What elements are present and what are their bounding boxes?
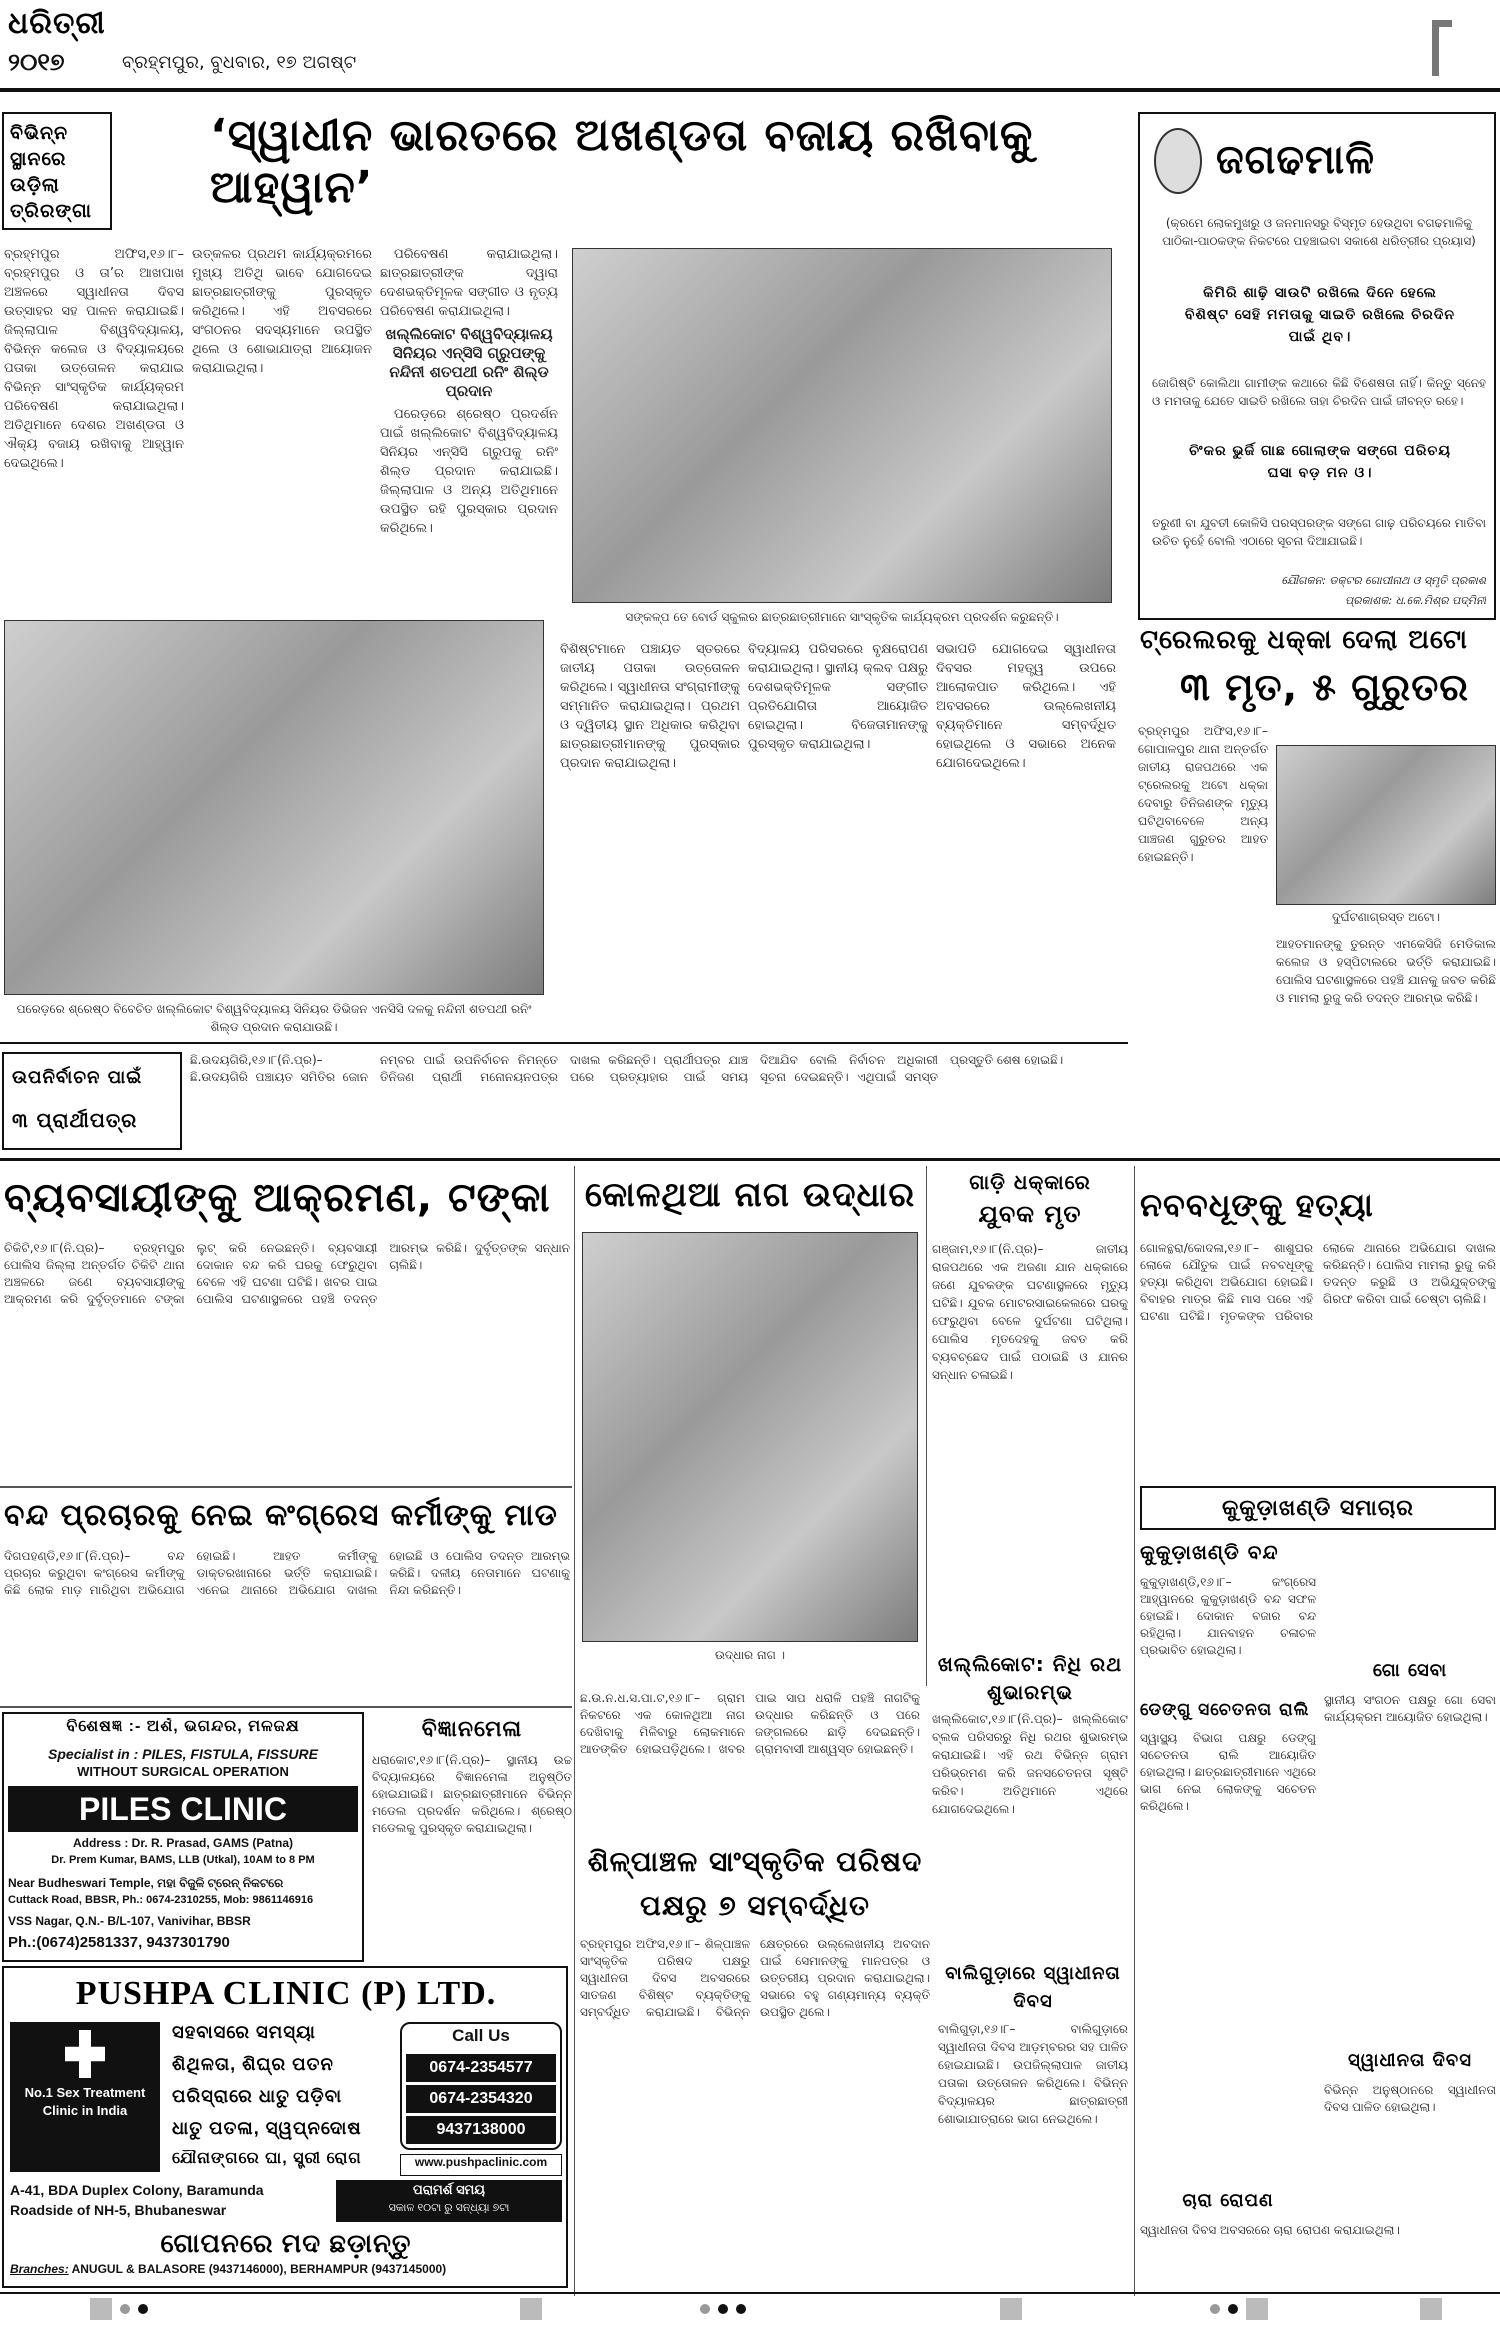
piles-name-band [8,1786,358,1832]
jagamali-explain-2: ତରୁଣୀ ବା ଯୁବତୀ କୋଳିସି ପରସ୍ପରଙ୍କ ସଙ୍ଗେ ଗାଢ଼ ପରିଚୟରେ ମାତିବା ଉଚିତ ନୁହେଁ ବୋଲି ଏଠାରେ ସୂଚନା ଦିଆଯାଇଛି। [1152,516,1486,548]
snake-photo [582,1232,918,1642]
piles-doctor-1: Address : Dr. R. Prasad, GAMS (Patna) [72,1836,294,1850]
reg-mark-2 [520,2296,542,2322]
masthead-dateline: ବ୍ରହ୍ମପୁର, ବୁଧବାର, ୧୭ ଅଗଷ୍ଟ [122,52,357,73]
youth-kicker: ଗାଡ଼ି ଧକ୍କାରେ [969,1170,1091,1194]
business-headline: ବ୍ୟବସାୟୀଙ୍କୁ ଆକ୍ରମଣ, ଟଙ୍କା [4,1175,551,1221]
piles-clinic-ad [2,1712,364,1962]
lead-col-6: ସଭାପତି ଯୋଗଦେଇ ସ୍ୱାଧୀନତା ଦିବସର ମହତ୍ତ୍ୱ ଉପରେ ଆଲୋକପାତ କରିଥିଲେ। ଏହି ଅବସରରେ ଉଲ୍ଲେଖନୀୟ ବ୍ୟକ୍ତିମାନେ ସମ୍ବର୍ଦ୍ଧିତ ହୋଇଥିଲେ ଓ ସଭାରେ ଅନେକ ଯୋଗଦେଇଥିଲେ। [936,642,1116,771]
pushpa-web: www.pushpaclinic.com [400,2154,562,2176]
piles-phone: Ph.:(0674)2581337, 9437301790 [8,1934,230,1951]
pushpa-line-4: ଧାତୁ ପତଳା, ସ୍ୱପ୍ନଦୋଷ [172,2118,362,2138]
kukudakhandi-section-title: କୁକୁଡ଼ାଖଣ୍ଡି ସମାଚାର [1222,1496,1414,1521]
kukudakhandi-b2: ସ୍ୱାସ୍ଥ୍ୟ ବିଭାଗ ପକ୍ଷରୁ ଡେଙ୍ଗୁ ସଚେତନତା ରାଲି ଆୟୋଜିତ ହୋଇଥିଲା। ଛାତ୍ରଛାତ୍ରୀମାନେ ଏଥିରେ ଭାଗ ନେଇ ଲୋକଙ୍କୁ ସଚେତନ କରିଥିଲେ। [1140,1731,1316,1813]
jagamali-title: ଜଗଢମାଳି [1216,137,1375,183]
pushpa-line-1: ସହବାସରେ ସମସ୍ୟା [172,2022,316,2042]
bandh-ad-rule [0,1706,572,1708]
youth-headline: ଯୁବକ ମୃତ [978,1200,1082,1228]
page-bottom-rule [0,2292,1500,2294]
lead-kicker: ବିଭିନ୍ନ ସ୍ଥାନରେ ଉଡ଼ିଲା ତ୍ରିରଙ୍ଗା [10,122,93,222]
piles-addr-1: Near Budheswari Temple, ମହା ବିଜୁଳି ଟ୍ରେନ୍ ନିକଟରେ [8,1876,284,1890]
piles-name: PILES CLINIC [78,1790,287,1827]
murder-headline: ନବବଧୂଙ୍କୁ ହତ୍ୟା [1140,1186,1374,1224]
lead-photo-drill-caption: ସଙ୍କଳ୍ପ ତେ ବୋର୍ଡ ସ୍କୁଲର ଛାତ୍ରଛାତ୍ରୀମାନେ ସାଂସ୍କୃତିକ କାର୍ଯ୍ୟକ୍ରମ ପ୍ରଦର୍ଶନ କରୁଛନ୍ତି। [625,610,1059,624]
byelection-box [2,1052,182,1150]
kukudakhandi-b4: ବିଭିନ୍ନ ଅନୁଷ୍ଠାନରେ ସ୍ୱାଧୀନତା ଦିବସ ପାଳିତ ହୋଇଥିଲା। [1324,2083,1496,2114]
bandh-body: ଦିଗପହଣ୍ଡି,୧୬।୮(ନି.ପ୍ର)– ବନ୍ଦ ପ୍ରଚାର କରୁଥିବା କଂଗ୍ରେସ କର୍ମୀଙ୍କୁ କିଛି ଲୋକ ମାଡ଼ ମାରିଥିବା ଅଭିଯୋଗ ହୋଇଛି। ଆହତ କର୍ମୀଙ୍କୁ ଡାକ୍ତରଖାନାରେ ଭର୍ତ୍ତି କରାଯାଇଛି। ଏନେଇ ଥାନାରେ ଅଭିଯୋଗ ଦାଖଲ ହୋଇଛି ଓ ପୋଲିସ ତଦନ୍ତ ଆରମ୍ଭ କରିଛି। ଦଳୀୟ ନେତାମାନେ ଘଟଣାକୁ ନିନ୍ଦା କରିଛନ୍ତି। [4,1549,570,1597]
face-icon [1154,128,1202,194]
lead-headline: ‘ସ୍ୱାଧୀନ ଭାରତରେ ଅଖଣ୍ଡତା ବଜାୟ ରଖିବାକୁ ଆହ୍ୱାନ’ [210,110,1034,213]
page-corner-mark [1432,20,1452,76]
pushpa-line-2: ଶିଥିଳତା, ଶିଘ୍ର ପତନ [172,2054,334,2074]
pushpa-branches: ANUGUL & BALASORE (9437146000), BERHAMPUR (9437145000) [71,2262,447,2276]
trailer-body-2: ଆହତମାନଙ୍କୁ ତୁରନ୍ତ ଏମକେସିଜି ମେଡିକାଲ କଲେଜ ଓ ହସ୍ପିଟାଲରେ ଭର୍ତ୍ତି କରାଯାଇଛି। ପୋଲିସ ଘଟଣାସ୍ଥଳରେ ପହଞ୍ଚି ଯାନକୁ ଜବତ କରିଛି ଓ ମାମଲା ରୁଜୁ କରି ତଦନ୍ତ ଆରମ୍ଭ କରିଛି। [1276,937,1496,1005]
lead-kicker-box [2,112,112,230]
snake-photo-caption: ଉଦ୍ଧାର ନାଗ । [714,1648,786,1662]
lead-col-2: ଉତ୍କଳର ପ୍ରଥମ କାର୍ଯ୍ୟକ୍ରମରେ ମୁଖ୍ୟ ଅତିଥି ଭାବେ ଯୋଗଦେଇ ଛାତ୍ରଛାତ୍ରୀଙ୍କୁ ପୁରସ୍କୃତ କରିଥିଲେ। ଏହି ଅବସରରେ ସଂଗଠନର ସଦସ୍ୟମାନେ ଉପସ୍ଥିତ ଥିଲେ ଓ ଶୋଭାଯାତ୍ରା ଆୟୋଜନ କରାଯାଇଥିଲା। [192,247,372,376]
khallikote-headline: ଖଲ୍ଲିକୋଟ: ନିଧି ରଥ ଶୁଭାରମ୍ଭ [937,1652,1123,1704]
lead-col-4: ବିଶିଷ୍ଟମାନେ ପଞ୍ଚାୟତ ସ୍ତରରେ ଜାତୀୟ ପତାକା ଉତ୍ତୋଳନ କରିଥିଲେ। ସ୍ୱାଧୀନତା ସଂଗ୍ରାମୀଙ୍କୁ ସମ୍ମାନିତ କରାଯାଇଥିଲା। ପ୍ରଥମ ଓ ଦ୍ୱିତୀୟ ସ୍ଥାନ ଅଧିକାର କରିଥିବା ଛାତ୍ରଛାତ୍ରୀମାନଙ୍କୁ ପୁରସ୍କାର ପ୍ରଦାନ କରାଯାଇଥିଲା। [560,642,740,771]
silpanchal-body: ବ୍ରହ୍ମପୁର ଅଫିସ,୧୬।୮– ଶିଳ୍ପାଞ୍ଚଳ ସାଂସ୍କୃତିକ ପରିଷଦ ପକ୍ଷରୁ ସ୍ୱାଧୀନତା ଦିବସ ଅବସରରେ ସାତଜଣ ବିଶିଷ୍ଟ ବ୍ୟକ୍ତିଙ୍କୁ ସମ୍ବର୍ଦ୍ଧିତ କରାଯାଇଛି। ବିଭିନ୍ନ କ୍ଷେତ୍ରରେ ଉଲ୍ଲେଖନୀୟ ଅବଦାନ ପାଇଁ ସେମାନଙ୍କୁ ମାନପତ୍ର ଓ ଉତ୍ତରୀୟ ପ୍ରଦାନ କରାଯାଇଥିଲା। ସଭାରେ ବହୁ ଗଣ୍ୟମାନ୍ୟ ବ୍ୟକ୍ତି ଉପସ୍ଥିତ ଥିଲେ। [580,1937,930,2019]
lead-photo-drill [572,248,1112,603]
lead-col-3-subhead: ଖଲ୍ଲିକୋଟ ବିଶ୍ୱବିଦ୍ୟାଳୟ ସିନିୟର ଏନ୍‌ସିସି ଗ୍ରୁପଙ୍କୁ ନନ୍ଦିନୀ ଶତପଥୀ ରନିଂ ଶିଲ୍ଡ ପ୍ରଦାନ [385,325,553,400]
trailer-kicker: ଟ୍ରେଲରକୁ ଧକ୍କା ଦେଲା ଅଟୋ [1140,625,1468,655]
pushpa-clinic-ad [2,1966,568,2288]
col-divider-3 [1134,1166,1135,2296]
pushpa-branches-label: Branches: [10,2262,69,2276]
kukudakhandi-section [1140,1486,1496,1530]
murder-body: ଗୋଳନ୍ଥରା/କୋଦଳା,୧୬।୮– ଶାଶୁଘର ଲୋକେ ଯୌତୁକ ପାଇଁ ନବବଧୂଙ୍କୁ ହତ୍ୟା କରିଥିବା ଅଭିଯୋଗ ହୋଇଛି। ବିବାହର ମାତ୍ର କିଛି ମାସ ପରେ ଏହି ଘଟଣା ଘଟିଛି। ମୃତକଙ୍କ ପରିବାର ଲୋକେ ଥାନାରେ ଅଭିଯୋଗ ଦାଖଲ କରିଛନ୍ତି। ପୋଲିସ ମାମଲା ରୁଜୁ କରି ତଦନ୍ତ କରୁଛି ଓ ଅଭିଯୁକ୍ତଙ୍କୁ ଗିରଫ କରିବା ପାଇଁ ଚେଷ୍ଟା ଚାଲିଛି। [1140,1241,1496,1323]
jagamali-explain-1: ଜୋଗିଷ୍ଟି କୋଲିଥା ଗାମୀଙ୍କ କଥାରେ କିଛି ବିଶେଷତା ନାହିଁ। କିନ୍ତୁ ସ୍ନେହ ଓ ମମତାକୁ ଯେତେ ସାଇତି ରଖିଲେ ତାହା ଚିରଦିନ ପାଇଁ ଜୀବନ୍ତ ରହେ। [1152,376,1486,408]
kukudakhandi-h1: କୁକୁଡ଼ାଖଣ୍ଡି ବନ୍ଦ [1140,1540,1279,1564]
pushpa-branches-row [10,2262,562,2284]
reg-mark-4 [1000,2296,1022,2322]
pushpa-addr-2: Roadside of NH-5, Bhubaneswar [10,2202,227,2218]
piles-line3: WITHOUT SURGICAL OPERATION [77,1764,289,1779]
pushpa-callus-box [400,2022,562,2150]
reg-mark-5 [1210,2296,1268,2322]
jagamali-tagline: (କ୍ରମେ ଲୋକମୁଖରୁ ଓ ଜନମାନସରୁ ବିସ୍ମୃତ ହେଉଥିବା ବଗଢମାଳିକୁ ପାଠିକା-ପାଠକଙ୍କ ନିକଟରେ ପହଞ୍ଚାଇବା ସକାଶେ ଧରିତ୍ରୀର ପ୍ରୟାସ) [1162,216,1476,248]
pushpa-phone-2: 0674-2354320 [406,2085,556,2113]
pushpa-line-5: ଯୌନାଙ୍ଗରେ ଘା, ସ୍ତ୍ରୀ ରୋଗ [172,2150,362,2167]
piles-specialist: ବିଶେଷଜ୍ଞ :- ଅର୍ଶ, ଭଗନ୍ଦର, ମଳଜକ୍ଷ [66,1718,300,1735]
pushpa-name: PUSHPA CLINIC (P) LTD. [75,1975,497,2012]
lead-col-3 [380,245,558,593]
kukudakhandi-h2: ଡେଙ୍ଗୁ ସଚେତନତା ରାଲି [1140,1700,1310,1720]
kukudakhandi-h5: ଚାରା ରୋପଣ [1182,2190,1274,2211]
piles-addr-2: Cuttack Road, BBSR, Ph.: 0674-2310255, Mob: 9861146916 [8,1894,314,1906]
baliguda-body: ବାଲିଗୁଡ଼ା,୧୬।୮– ବାଲିଗୁଡ଼ାରେ ସ୍ୱାଧୀନତା ଦିବସ ଆଡ଼ମ୍ବରର ସହ ପାଳିତ ହୋଇଯାଇଛି। ଉପଜିଲ୍ଲାପାଳ ଜାତୀୟ ପତାକା ଉତ୍ତୋଳନ କରିଥିଲେ। ବିଭିନ୍ନ ବିଦ୍ୟାଳୟର ଛାତ୍ରଛାତ୍ରୀ ଶୋଭାଯାତ୍ରାରେ ଭାଗ ନେଇଥିଲେ। [938,2022,1128,2126]
business-bandh-rule [0,1486,572,1488]
piles-doctor-2: Dr. Prem Kumar, BAMS, LLB (Utkal), 10AM to 8 PM [51,1854,315,1866]
masthead-rule [0,88,1500,92]
pushpa-callus: Call Us [452,2026,510,2045]
lead-photo-shield [4,620,544,995]
lead-col-1: ବ୍ରହ୍ମପୁର ଅଫିସ,୧୬।୮– ବ୍ରହ୍ମପୁର ଓ ତା’ର ଆଖପାଖ ଅଞ୍ଚଳରେ ସ୍ୱାଧୀନତା ଦିବସ ଉତ୍ସାହର ସହ ପାଳନ କରାଯାଇଛି। ଜିଲ୍ଲାପାଳ ବିଶ୍ୱବିଦ୍ୟାଳୟ, ବିଭିନ୍ନ କଲେଜ ଓ ବିଦ୍ୟାଳୟରେ ପତାକା ଉତ୍ତୋଳନ କରାଯାଇ ବିଭିନ୍ନ ସାଂସ୍କୃତିକ କାର୍ଯ୍ୟକ୍ରମ ପରିବେଷଣ କରାଯାଇଥିଲା। ଅତିଥିମାନେ ଦେଶର ଅଖଣ୍ଡତା ଓ ଐକ୍ୟ ବଜାୟ ରଖିବାକୁ ଆହ୍ୱାନ ଦେଇଥିଲେ। [4,247,184,471]
khallikote-body: ଖଲ୍ଲିକୋଟ,୧୬।୮(ନି.ପ୍ର)– ଖଲ୍ଲିକୋଟ ବ୍ଲକ ପରିସରରୁ ନିଧି ରଥର ଶୁଭାରମ୍ଭ କରାଯାଇଛି। ଏହି ରଥ ବିଭିନ୍ନ ଗ୍ରାମ ପରିଭ୍ରମଣ କରି ଜନସଚେତନତା ସୃଷ୍ଟି କରିବ। ଅତିଥିମାନେ ଏଥିରେ ଯୋଗଦେଇଥିଲେ। [932,1712,1128,1816]
pushpa-phone-3: 9437138000 [406,2116,556,2144]
jagamali-verse-1: କିମିରି ଶାଢ଼ି ସାଉଟି ରଖିଲେ ଦିନେ ହେଲେ ବିଶିଷ୍ଟ ସେହି ମମତାକୁ ସାଇତି ରଖିଲେ ଚିରଦିନ ପାଇଁ ଥିବ। [1184,285,1456,345]
jagamali-verse-2: ଚିଂକର ଭୁର୍ଜି ଗାଛ ଗୋଲାଙ୍କ ସଙ୍ଗେ ପରିଚୟ ଘସା ବଡ଼ ମନ ଓ। [1189,443,1451,481]
silpanchal-headline: ଶିଳ୍ପାଞ୍ଚଳ ସାଂସ୍କୃତିକ ପରିଷଦ ପକ୍ଷରୁ ୭ ସମ୍ବର୍ଦ୍ଧିତ [587,1845,923,1922]
kukudakhandi-h4: ସ୍ୱାଧୀନତା ଦିବସ [1348,2050,1472,2071]
lead-col-5: ବିଦ୍ୟାଳୟ ପରିସରରେ ବୃକ୍ଷରୋପଣ କରାଯାଇଥିଲା। ସ୍ଥାନୀୟ କ୍ଲବ ପକ୍ଷରୁ ଦେଶଭକ୍ତିମୂଳକ ସଙ୍ଗୀତ ପ୍ରତିଯୋଗିତା ଆୟୋଜିତ ହୋଇଥିଲା। ବିଜେତାମାନଙ୍କୁ ପୁରସ୍କୃତ କରାଯାଇଥିଲା। [748,642,928,752]
byelection-headline: ୩ ପ୍ରାର୍ଥୀପତ୍ର [12,1108,138,1132]
jagamali-box [1138,112,1496,620]
pushpa-addr-1: A-41, BDA Duplex Colony, Baramunda [10,2182,264,2198]
business-body: ଚିକିଟି,୧୬।୮(ନି.ପ୍ର)– ବ୍ରହ୍ମପୁର ପୋଲିସ ଜିଲ୍ଲା ଅନ୍ତର୍ଗତ ଚିକିଟି ଥାନା ଅଞ୍ଚଳରେ ଜଣେ ବ୍ୟବସାୟୀଙ୍କୁ ଆକ୍ରମଣ କରି ଦୁର୍ବୃତ୍ତମାନେ ଟଙ୍କା ଲୁଟ୍ କରି ନେଇଛନ୍ତି। ବ୍ୟବସାୟୀ ଦୋକାନ ବନ୍ଦ କରି ଘରକୁ ଫେରୁଥିବା ବେଳେ ଏହି ଘଟଣା ଘଟିଛି। ଖବର ପାଇ ପୋଲିସ ଘଟଣାସ୍ଥଳରେ ପହଞ୍ଚି ତଦନ୍ତ ଆରମ୍ଭ କରିଛି। ଦୁର୍ବୃତ୍ତଙ୍କ ସନ୍ଧାନ ଚାଲିଛି। [4,1241,570,1306]
lead-bottom-rule [0,1042,1128,1044]
trailer-photo [1276,745,1496,905]
pushpa-phone-1: 0674-2354577 [406,2054,556,2082]
snake-headline: କୋଳଥିଆ ନାଗ ଉଦ୍ଧାର [584,1175,916,1215]
jagamali-credit-1: ଯୌଗକନ: ଡକ୍ଟର ଗୋପୀନାଥ ଓ ସ୍ମୃତି ପ୍ରକାଶ [1281,574,1486,587]
pushpa-badge: No.1 Sex Treatment Clinic in India [24,2085,146,2118]
kukudakhandi-b5: ସ୍ୱାଧୀନତା ଦିବସ ଅବସରରେ ଚାରା ରୋପଣ କରାଯାଇଥିଲା। [1140,2223,1400,2237]
lead-photo-shield-caption: ପରେଡ଼ରେ ଶ୍ରେଷ୍ଠ ବିବେଚିତ ଖଲ୍ଲିକୋଟ ବିଶ୍ୱବିଦ୍ୟାଳୟ ସିନିୟର ଡିଭିଜନ ଏନସିସି ଦଳକୁ ନନ୍ଦିନୀ ଶତପଥୀ ରନିଂ ଶିଲ୍ଡ ପ୍ରଦାନ କରାଯାଉଛି। [16,1002,532,1034]
trailer-body-1: ବ୍ରହ୍ମପୁର ଅଫିସ,୧୬।୮– ଗୋପାଳପୁର ଥାନା ଅନ୍ତର୍ଗତ ଜାତୀୟ ରାଜପଥରେ ଏକ ଟ୍ରେଲରକୁ ଅଟୋ ଧକ୍କା ଦେବାରୁ ତିନିଜଣଙ୍କ ମୃତ୍ୟୁ ଘଟିଥିବାବେଳେ ଅନ୍ୟ ପାଞ୍ଚଜଣ ଗୁରୁତର ଆହତ ହୋଇଛନ୍ତି। [1138,724,1268,864]
youth-body: ଗଞ୍ଜାମ,୧୬।୮(ନି.ପ୍ର)– ଜାତୀୟ ରାଜପଥରେ ଏକ ଅଜଣା ଯାନ ଧକ୍କାରେ ଜଣେ ଯୁବକଙ୍କ ଘଟଣାସ୍ଥଳରେ ମୃତ୍ୟୁ ଘଟିଛି। ଯୁବକ ମୋଟରସାଇକେଲରେ ଘରକୁ ଫେରୁଥିବା ବେଳେ ଦୁର୍ଘଟଣା ଘଟିଥିଲା। ପୋଲିସ ମୃତଦେହକୁ ଜବତ କରି ବ୍ୟବଚ୍ଛେଦ ପାଇଁ ପଠାଇଛି ଓ ଯାନର ସନ୍ଧାନ ଚଳାଇଛି। [932,1242,1128,1382]
reg-mark-1 [90,2296,148,2322]
science-fair-body: ଧରାକୋଟ,୧୬।୮(ନି.ପ୍ର)– ସ୍ଥାନୀୟ ଉଚ୍ଚ ବିଦ୍ୟାଳୟରେ ବିଜ୍ଞାନମେଳା ଅନୁଷ୍ଠିତ ହୋଇଯାଇଛି। ଛାତ୍ରଛାତ୍ରୀମାନେ ବିଭିନ୍ନ ମଡେଲ ପ୍ରଦର୍ଶନ କରିଥିଲେ। ଶ୍ରେଷ୍ଠ ମଡେଲକୁ ପୁରସ୍କୃତ କରାଯାଇଥିଲା। [372,1753,572,1835]
masthead [0,0,1500,90]
trailer-photo-caption: ଦୁର୍ଘଟଣାଗ୍ରସ୍ତ ଅଟୋ। [1331,910,1441,924]
col-divider-2 [926,1166,927,1686]
science-fair-headline: ବିଜ୍ଞାନମେଳା [421,1717,523,1742]
kukudakhandi-h3: ଗୋ ସେବା [1372,1660,1448,1681]
baliguda-headline: ବାଲିଗୁଡ଼ାରେ ସ୍ୱାଧୀନତା ଦିବସ [945,1963,1121,2012]
byelection-kicker: ଉପନିର୍ବାଚନ ପାଇଁ [12,1067,143,1088]
reg-mark-3 [700,2296,746,2322]
pushpa-consult-2: ସକାଳ ୧୦ଟା ରୁ ସନ୍ଧ୍ୟା ୭ଟା [388,2202,510,2214]
lead-col-3-text-b: ପରେଡ଼ରେ ଶ୍ରେଷ୍ଠ ପ୍ରଦର୍ଶନ ପାଇଁ ଖଲ୍ଲିକୋଟ ବିଶ୍ୱବିଦ୍ୟାଳୟ ସିନିୟର ଏନ୍‌ସିସି ଗ୍ରୁପକୁ ରନିଂ ଶିଲ୍ଡ ପ୍ରଦାନ କରାଯାଇଛି। ଜିଲ୍ଲାପାଳ ଓ ଅନ୍ୟ ଅତିଥିମାନେ ଉପସ୍ଥିତ ରହି ପୁରସ୍କାର ପ୍ରଦାନ କରିଥିଲେ। [380,407,558,536]
pushpa-consult: ପରାମର୍ଶ ସମୟ [413,2182,485,2197]
pushpa-badge-box [10,2022,160,2172]
kukudakhandi-b3: ସ୍ଥାନୀୟ ସଂଗଠନ ପକ୍ଷରୁ ଗୋ ସେବା କାର୍ଯ୍ୟକ୍ରମ ଆୟୋଜିତ ହୋଇଥିଲା। [1324,1693,1496,1724]
pushpa-line-3: ପରିସ୍ରାରେ ଧାତୁ ପଡ଼ିବା [172,2086,343,2106]
kukudakhandi-b1: କୁକୁଡ଼ାଖଣ୍ଡି,୧୬।୮– କଂଗ୍ରେସ ଆହ୍ୱାନରେ କୁକୁଡ଼ାଖଣ୍ଡି ବନ୍ଦ ସଫଳ ହୋଇଛି। ଦୋକାନ ବଜାର ବନ୍ଦ ରହିଥିଲା। ଯାନବାହନ ଚଳାଚଳ ପ୍ରଭାବିତ ହୋଇଥିଲା। [1140,1575,1316,1657]
masthead-year: ୨୦୧୭ [8,48,65,76]
jagamali-credit-2: ପ୍ରକାଶକ: ଧ.କେ.ମିଶ୍ର ପଦ୍ମିନୀ [1344,594,1486,607]
section-rule [0,1158,1500,1161]
masthead-name: ଧରିତ୍ରୀ [8,6,106,41]
lead-col-3-text: ପରିବେଷଣ କରାଯାଇଥିଲା। ଛାତ୍ରଛାତ୍ରୀଙ୍କ ଦ୍ୱାରା ଦେଶଭକ୍ତିମୂଳକ ସଙ୍ଗୀତ ଓ ନୃତ୍ୟ ପରିବେଷଣ କରାଯାଇଥିଲା। [380,247,558,319]
snake-body: ଛ.ଉ.ନ.ଧ.ସ.ପା.ଟ,୧୬।୮– ଗ୍ରାମ ନିକଟରେ ଏକ କୋଳଥିଆ ନାଗ ଦେଖିବାକୁ ମିଳିବାରୁ ଲୋକମାନେ ଆତଙ୍କିତ ହୋଇପଡ଼ିଥିଲେ। ଖବର ପାଇ ସାପ ଧରାଳି ପହଞ୍ଚି ନାଗଟିକୁ ଉଦ୍ଧାର କରିଛନ୍ତି ଓ ପରେ ଜଙ୍ଗଲରେ ଛାଡ଼ି ଦେଇଛନ୍ତି। ଗ୍ରାମବାସୀ ଆଶ୍ୱସ୍ତ ହୋଇଛନ୍ତି। [580,1691,920,1756]
piles-addr-3: VSS Nagar, Q.N.- B/L-107, Vanivihar, BBSR [8,1914,251,1928]
byelection-body: ଛି.ଉଦୟଗିରି,୧୬।୮(ନି.ପ୍ର)– ଛି.ଉଦୟଗିରି ପଞ୍ଚାୟତ ସମିତିର ଜୋନ ନମ୍ବର ପାଇଁ ଉପନିର୍ବାଚନ ନିମନ୍ତେ ତିନିଜଣ ପ୍ରାର୍ଥୀ ମନୋନୟନପତ୍ର ଦାଖଲ କରିଛନ୍ତି। ପ୍ରାର୍ଥୀପତ୍ର ଯାଞ୍ଚ ପରେ ପ୍ରତ୍ୟାହାର ପାଇଁ ସମୟ ଦିଆଯିବ ବୋଲି ନିର୍ବାଚନ ଅଧିକାରୀ ସୂଚନା ଦେଇଛନ୍ତି। ଏଥିପାଇଁ ସମସ୍ତ ପ୍ରସ୍ତୁତି ଶେଷ ହୋଇଛି। [190,1053,1064,1084]
col-divider-1 [574,1166,575,2296]
reg-mark-6 [1420,2296,1442,2322]
piles-line2: Specialist in : PILES, FISTULA, FISSURE [48,1746,318,1762]
pushpa-consult-box [336,2180,562,2222]
trailer-headline: ୩ ମୃତ, ୫ ଗୁରୁତର [1180,665,1470,709]
bandh-headline: ବନ୍ଦ ପ୍ରଚାରକୁ ନେଇ କଂଗ୍ରେସ କର୍ମୀଙ୍କୁ ମାଡ [4,1498,558,1533]
medical-cross-icon [65,2030,105,2078]
pushpa-bottom: ଗୋପନରେ ମଦ ଛଡ଼ାନ୍ତୁ [160,2228,412,2258]
